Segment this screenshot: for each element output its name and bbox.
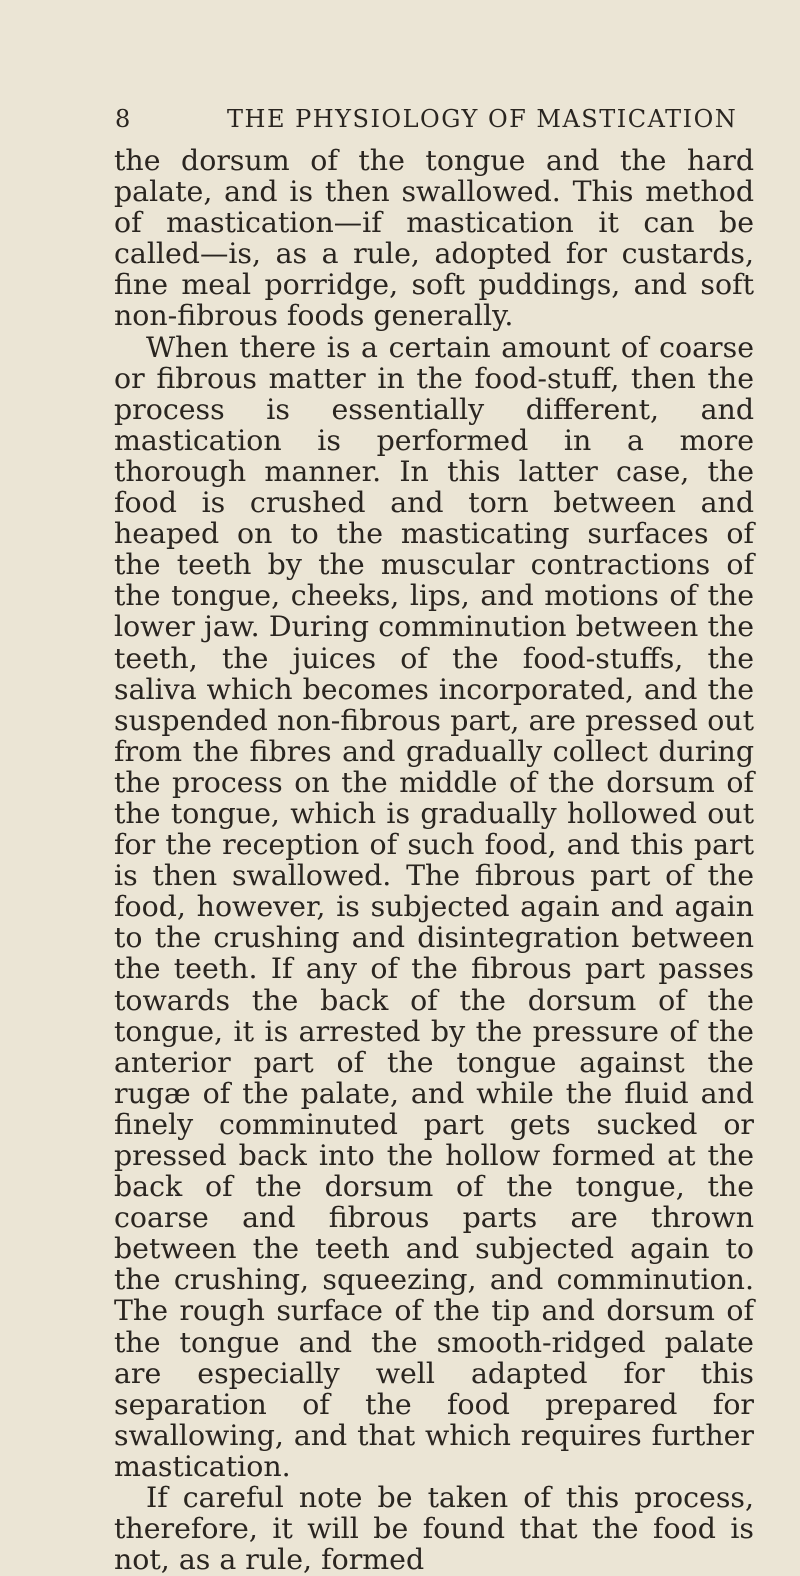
page-header	[115, 105, 755, 145]
body-text	[114, 145, 754, 1575]
paragraph-mastication-process: When there is a certain amount of coarse or fibrous matter in the food-stuff, then the process is essentially different, and mastication is performed in a more thorough manner. In this latter case, the food is crushed and torn between and heaped on to the masticating surfaces of the teeth by the muscular contractions of the tongue, cheeks, lips, and motions of the lower jaw. During comminution between the teeth, the juices of the food-stuffs, the saliva which becomes incorporated, and the suspended non-fibrous part, are pressed out from the fibres and gradually collect during the process on the middle of the dorsum of the tongue, which is gradually hollowed out for the reception of such food, and this part is then swallowed. The fibrous part of the food, however, is subjected again and again to the crushing and disintegration between the teeth. If any of the fibrous part passes towards the back of the dorsum of the tongue, it is arrested by the pressure of the anterior part of the tongue against the rugæ of the palate, and while the fluid and finely comminuted part gets sucked or pressed back into the hollow formed at the back of the dorsum of the tongue, the coarse and fibrous parts are thrown between the teeth and subjected again to the crushing, squeezing, and comminution. The rough surface of the tip and dorsum of the tongue and the smooth-ridged palate are especially well adapted for this separation of the food prepared for swallowing, and that which requires further mastication.	[114, 330, 754, 1483]
running-title: THE PHYSIOLOGY OF MASTICATION	[227, 105, 738, 133]
paragraph-careful-note: If careful note be taken of this process, therefore, it will be found that the food is not, as a rule, formed	[114, 1481, 754, 1576]
page-number: 8	[115, 105, 132, 133]
paragraph-continued: the dorsum of the tongue and the hard palate, and is then swallowed. This method of mastication—if mastication it can be called—is, as a rule, adopted for custards, fine meal porridge, soft puddings, and soft non-fibrous foods generally.	[114, 144, 754, 333]
